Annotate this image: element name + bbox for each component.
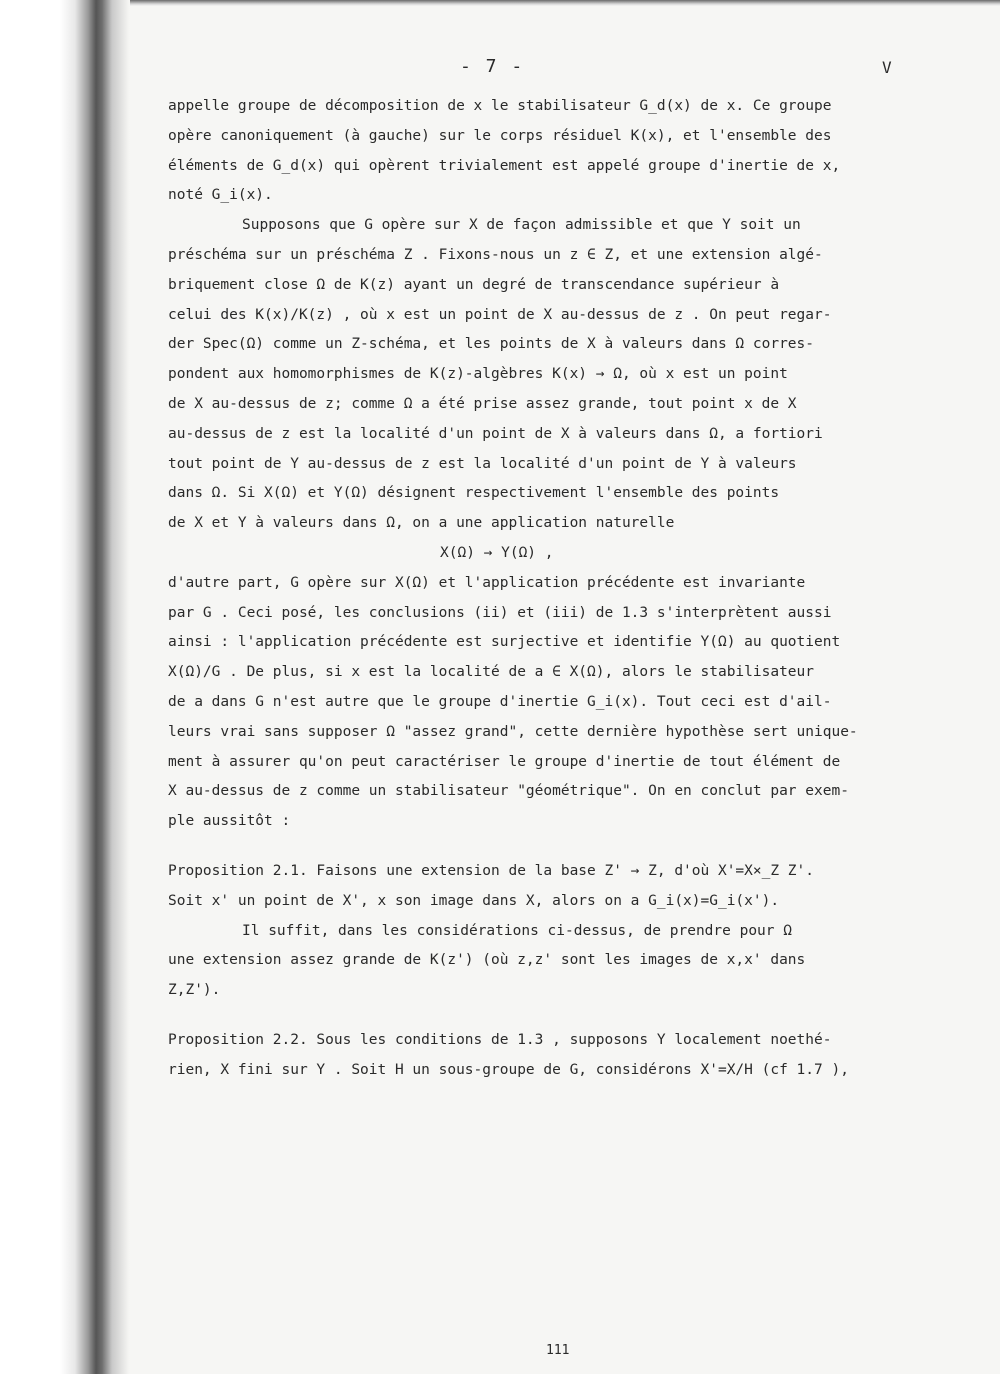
binding-shadow bbox=[0, 0, 130, 1374]
text-line: celui des K(x)/K(z) , où x est un point de X au-dessus de z . On peut regar- bbox=[168, 306, 832, 323]
page-number-footer: 111 bbox=[546, 1343, 570, 1358]
text-line: opère canoniquement (à gauche) sur le corps résiduel K(x), et l'ensemble des bbox=[168, 127, 832, 144]
proposition-2-1-statement: Proposition 2.1. Faisons une extension de la base Z' → Z, d'où X'=X×_Z Z'. bbox=[168, 862, 815, 879]
text-line: une extension assez grande de K(z') (où z,z' sont les images de x,x' dans bbox=[168, 952, 806, 969]
text-line: tout point de Y au-dessus de z est la localité d'un point de Y à valeurs bbox=[168, 455, 797, 472]
text-line: éléments de G_d(x) qui opèrent trivialement est appelé groupe d'inertie de x, bbox=[168, 157, 841, 174]
text-line: X au-dessus de z comme un stabilisateur "géométrique". On en conclut par exem- bbox=[168, 783, 849, 800]
proposition-2-2-statement: Proposition 2.2. Sous les conditions de 1.3 , supposons Y localement noethé- bbox=[168, 1031, 832, 1048]
text-line: X(Ω)/G . De plus, si x est la localité de a ∈ X(Ω), alors le stabilisateur bbox=[168, 664, 815, 681]
text-line: Soit x' un point de X', x son image dans X, alors on a G_i(x)=G_i(x'). bbox=[168, 892, 780, 909]
text-line: ainsi : l'application précédente est surjective et identifie Y(Ω) au quotient bbox=[168, 634, 841, 651]
text-line: briquement close Ω de K(z) ayant un degré de transcendance supérieur à bbox=[168, 276, 780, 293]
text-line: ment à assurer qu'on peut caractériser le groupe d'inertie de tout élément de bbox=[168, 753, 841, 770]
text-line: ple aussitôt : bbox=[168, 813, 291, 830]
text-line: Supposons que G opère sur X de façon admissible et que Y soit un bbox=[242, 217, 801, 234]
text-line: noté G_i(x). bbox=[168, 187, 273, 204]
text-line: de X au-dessus de z; comme Ω a été prise assez grande, tout point x de X bbox=[168, 395, 797, 412]
text-line: Z,Z'). bbox=[168, 982, 221, 999]
section-roman-numeral: V bbox=[882, 58, 892, 77]
text-line: appelle groupe de décomposition de x le stabilisateur G_d(x) de x. Ce groupe bbox=[168, 98, 832, 114]
text-line: de a dans G n'est autre que le groupe d'inertie G_i(x). Tout ceci est d'ail- bbox=[168, 693, 832, 710]
text-line: pondent aux homomorphismes de K(z)-algèbres K(x) → Ω, où x est un point bbox=[168, 366, 788, 383]
text-line: der Spec(Ω) comme un Z-schéma, et les points de X à valeurs dans Ω corres- bbox=[168, 336, 815, 353]
page-top-shadow bbox=[0, 0, 1000, 6]
page-number-header: - 7 - bbox=[460, 56, 525, 77]
text-line: par G . Ceci posé, les conclusions (ii) et (iii) de 1.3 s'interprètent aussi bbox=[168, 604, 832, 621]
text-line: rien, X fini sur Y . Soit H un sous-groupe de G, considérons X'=X/H (cf 1.7 ), bbox=[168, 1061, 849, 1078]
text-line: préschéma sur un préschéma Z . Fixons-nous un z ∈ Z, et une extension algé- bbox=[168, 246, 823, 263]
text-line: Il suffit, dans les considérations ci-dessus, de prendre pour Ω bbox=[242, 922, 792, 939]
display-formula: X(Ω) → Y(Ω) , bbox=[440, 544, 554, 561]
document-body bbox=[168, 92, 948, 1086]
paragraph-gap bbox=[168, 1006, 948, 1026]
text-line: d'autre part, G opère sur X(Ω) et l'application précédente est invariante bbox=[168, 574, 806, 591]
paragraph-gap bbox=[168, 837, 948, 857]
text-line: au-dessus de z est la localité d'un point de X à valeurs dans Ω, a fortiori bbox=[168, 425, 823, 442]
text-line: dans Ω. Si X(Ω) et Y(Ω) désignent respectivement l'ensemble des points bbox=[168, 485, 780, 502]
text-line: leurs vrai sans supposer Ω "assez grand", cette dernière hypothèse sert unique- bbox=[168, 723, 858, 740]
text-line: de X et Y à valeurs dans Ω, on a une application naturelle bbox=[168, 515, 675, 532]
